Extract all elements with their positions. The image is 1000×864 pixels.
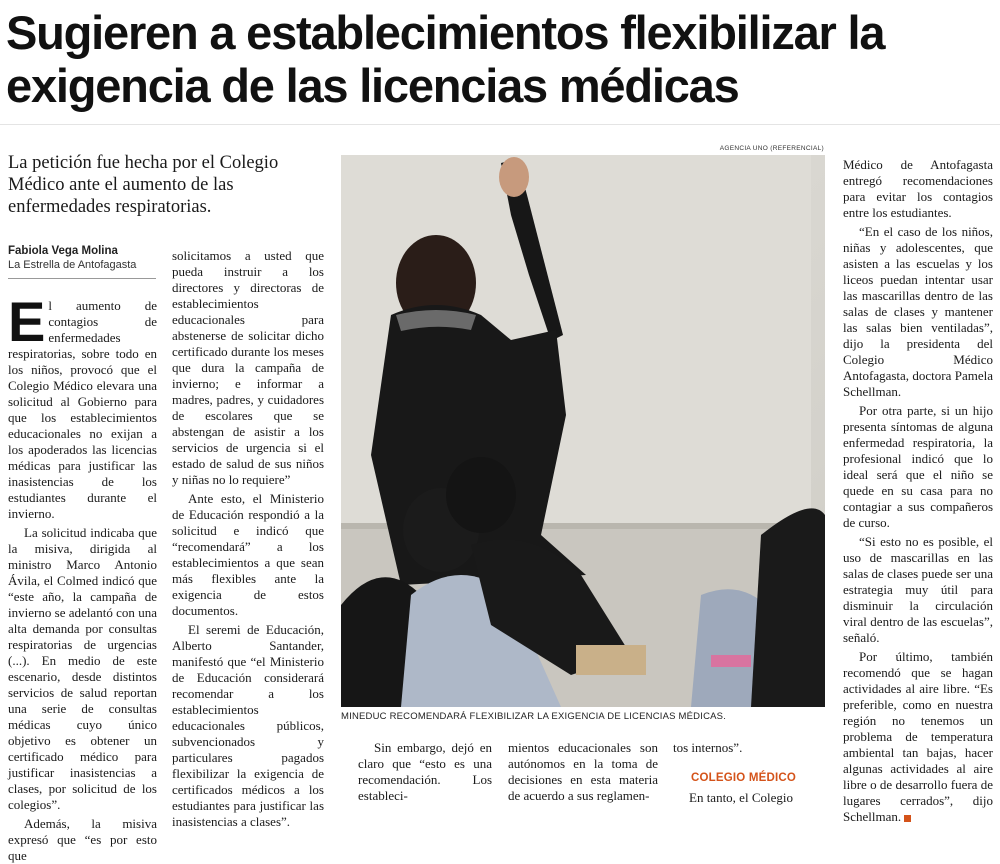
paragraph: “Si esto no es posible, el uso de mascarillas en las salas de clases puede ser una estrategia muy útil para disminuir la circulación viral dentro de las escuelas”, señaló.	[843, 534, 993, 645]
subheadline-line-1: La petición fue hecha por el Colegio	[8, 153, 279, 173]
subheadline	[8, 152, 328, 218]
article-photo	[341, 155, 825, 707]
paragraph: “En el caso de los niños, niñas y adolescentes, que asisten a las escuelas y los liceos puedan intentar usar las mascarillas dentro de las salas de clases y mantener las salas bien ventiladas”, dijo la presidenta del Colegio Médico Antofagasta, doctora Pamela Schellman.	[843, 224, 993, 399]
paragraph: La solicitud indicaba que la misiva, dirigida al ministro Marco Antonio Ávila, el Colmed indicó que “este año, la campaña de invierno se adelantó con una alta demanda por consultas respiratorias de urgencias (...). En medio de este escenario, desde distintos servicios de salud reportan una serie de consultas médicas cuyo único objetivo es obtener un certificado médico para justificar inasistencias a clases, por solicitud de los colegios”.	[8, 525, 157, 812]
header-divider	[0, 124, 1000, 125]
byline-author: Fabiola Vega Molina	[8, 245, 118, 257]
paragraph: Por último, también recomendó que se hagan actividades al aire libre. “Es preferible, como en nuestra región no tenemos un problema de temperatura ambiental tan bajas, hacer algunas actividades al aire libre o de desarrollo fuera de lugares cerrados”, dijo Schellman.	[843, 649, 993, 824]
headline	[6, 6, 996, 112]
photo-credit: AGENCIA UNO (REFERENCIAL)	[719, 145, 824, 152]
paragraph: El seremi de Educación, Alberto Santander, manifestó que “el Ministerio de Educación considerará recomendar a los establecimientos educacionales públicos, subvencionados y particulares pagados flexibilizar la exigencia de certificados médicos a los estudiantes para justificar las inasistencias a clases”.	[172, 622, 324, 829]
headline-line-2: exigencia de las licencias médicas	[6, 59, 739, 112]
paragraph: El aumento de contagios de enfermedades respiratorias, sobre todo en los niños, provocó que el Colegio Médico elevara una solicitud al Gobierno para que los establecimientos educacionales no exijan a los apoderados las licencias médicas para justificar las inasistencias de los estudiantes durante el invierno.	[8, 290, 157, 521]
paragraph: Médico de Antofagasta entregó recomendaciones para evitar los contagios entre los estudiantes.	[843, 157, 993, 220]
photo-caption: MINEDUC RECOMENDARÁ FLEXIBILIZAR LA EXIGENCIA DE LICENCIAS MÉDICAS.	[341, 711, 727, 722]
classroom-photo-illustration	[341, 155, 825, 707]
article-column-1	[8, 290, 157, 863]
subheadline-line-2: Médico ante el aumento de las	[8, 175, 234, 195]
paragraph: solicitamos a usted que pueda instruir a los directores y directoras de establecimientos educacionales para abstenerse de solicitar dicho certificado durante los meses que dura la campaña de invierno; e informar a madres, padres, y cuidadores de escolares que se abstengan de asistir a los servicios de urgencia si el estado de salud de sus niños y niñas no lo requiere”	[172, 248, 324, 487]
byline-divider	[8, 278, 156, 279]
section-heading: COLEGIO MÉDICO	[691, 772, 797, 784]
byline-organization: La Estrella de Antofagasta	[8, 259, 137, 271]
paragraph: En tanto, el Colegio	[689, 790, 793, 805]
paragraph: Además, la misiva expresó que “es por esto que	[8, 816, 157, 863]
drop-cap: E	[8, 290, 46, 353]
article-column-4	[358, 740, 492, 803]
article-column-5	[508, 740, 658, 803]
paragraph: Ante esto, el Ministerio de Educación respondió a la solicitud e indicó que “recomendará” a los establecimientos a que sean más flexibles ante la exigencia de estos documentos.	[172, 491, 324, 618]
paragraph: mientos educacionales son autónomos en la toma de decisiones en esta materia de acuerdo a sus reglamen-	[508, 740, 658, 803]
headline-line-1: Sugieren a establecimientos flexibilizar la	[6, 6, 885, 59]
paragraph: tos internos”.	[673, 740, 743, 755]
orange-square-icon	[904, 815, 911, 822]
subheadline-line-3: enfermedades respiratorias.	[8, 197, 212, 217]
article-column-6	[673, 740, 825, 805]
article-column-2	[172, 248, 324, 829]
paragraph: Sin embargo, dejó en claro que “esto es una recomendación. Los estableci-	[358, 740, 492, 803]
article-column-3	[843, 157, 993, 824]
paragraph: Por otra parte, si un hijo presenta síntomas de alguna enfermedad respiratoria, la profesional indicó que lo ideal será que el niño se quede en su casa para no contagiar a sus compañeros de curso.	[843, 403, 993, 530]
